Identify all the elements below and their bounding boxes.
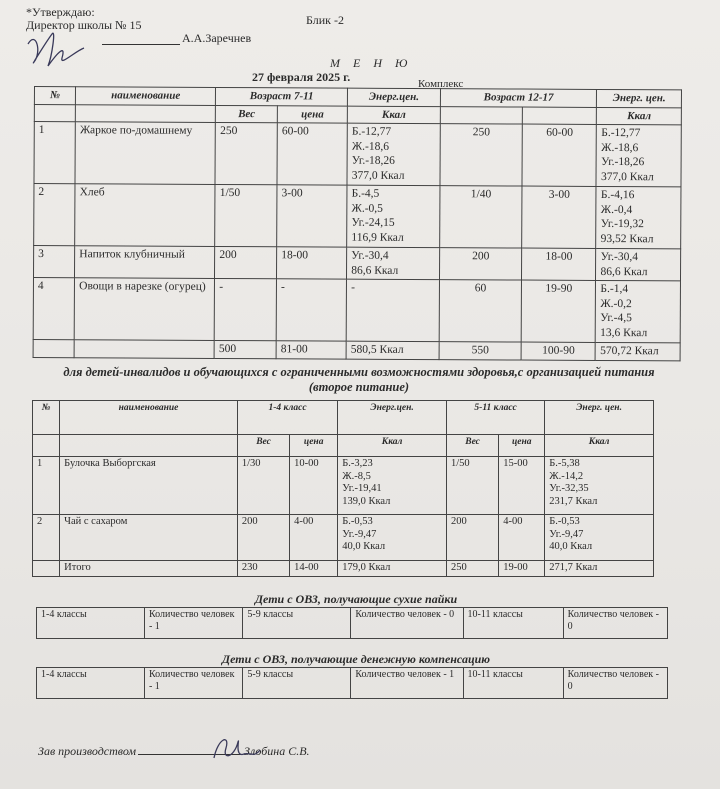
energy-cell: Б.-12,77 Ж.-18,6 Уг.-18,26 377,0 Ккал (347, 123, 440, 185)
people-count: Количество человек - 1 (351, 668, 463, 699)
second-meal-heading: для детей-инвалидов и обучающихся с ограниченными возможностями здоровья,с организацией питания (второе питание) (63, 365, 655, 394)
col-price1-header: цена (277, 105, 347, 123)
total-row (33, 561, 654, 577)
people-count: Количество человек - 1 (144, 608, 242, 639)
col-price2-header: цена (499, 435, 545, 457)
total-weight: 550 (439, 342, 521, 360)
approve-title: *Утверждаю: (26, 5, 95, 19)
footer-label: Зав производством (38, 744, 137, 758)
col-num-header: № (33, 401, 60, 435)
weight-cell: 250 (215, 122, 277, 184)
col-age1-header: Возраст 7-11 (216, 87, 348, 105)
col-kcal2-header: Ккал (545, 435, 654, 457)
class-group: 5-9 классы (243, 668, 351, 699)
price-cell: 18-00 (522, 248, 596, 280)
menu-title: М Е Н Ю (330, 56, 413, 70)
col-weight1-header: Вес (216, 105, 278, 123)
people-count: Количество человек - 0 (563, 668, 667, 699)
table-row (33, 515, 654, 561)
col-name-header: наименование (76, 87, 216, 105)
total-price: 19-00 (499, 561, 545, 577)
class-group: 1-4 классы (37, 608, 145, 639)
price-cell: - (276, 279, 346, 341)
row-num: 1 (33, 457, 60, 515)
col-num-header: № (34, 87, 75, 105)
people-count: Количество человек - 0 (351, 608, 463, 639)
table-row (33, 278, 680, 343)
energy-cell: Уг.-30,4 86,6 Ккал (347, 247, 440, 279)
footer-signature (38, 744, 310, 759)
main-menu-table (33, 86, 682, 361)
energy-cell: Б.-4,5 Ж.-0,5 Уг.-24,15 116,9 Ккал (347, 185, 440, 247)
complex-label: Комплекс (418, 78, 464, 90)
row-num: 2 (33, 515, 60, 561)
table-row (34, 122, 681, 187)
col-kcal2-header: Ккал (597, 107, 682, 125)
footer-name: Злобина С.В. (244, 744, 310, 758)
price-cell: 60-00 (522, 124, 596, 186)
total-price: 81-00 (276, 341, 346, 359)
dish-name: Жаркое по-домашнему (75, 122, 215, 185)
row-num: 1 (34, 122, 76, 184)
table-row (34, 184, 681, 249)
col-weight2-header: Вес (446, 435, 498, 457)
director-name: А.А.Заречнев (182, 31, 252, 45)
energy-cell: Б.-0,53 Уг.-9,47 40,0 Ккал (338, 515, 447, 561)
class-group: 10-11 классы (463, 608, 563, 639)
weight-cell: 1/50 (215, 184, 277, 246)
total-weight: 500 (214, 340, 276, 358)
row-num: 4 (33, 278, 75, 340)
col-weight1-header: Вес (237, 435, 289, 457)
total-weight: 250 (446, 561, 498, 577)
col-energy1-header: Энерг.цен. (338, 401, 447, 435)
energy-cell: Уг.-30,4 86,6 Ккал (596, 248, 681, 280)
price-cell: 3-00 (522, 186, 596, 248)
row-num: 2 (34, 184, 76, 246)
dish-name: Хлеб (75, 184, 215, 247)
total-energy: 179,0 Ккал (338, 561, 447, 577)
weight-cell: 60 (439, 280, 522, 342)
energy-cell: Б.-12,77 Ж.-18,6 Уг.-18,26 377,0 Ккал (596, 124, 681, 186)
menu-date: 27 февраля 2025 г. (252, 70, 351, 84)
weight-cell: 200 (237, 515, 289, 561)
weight-cell: 200 (439, 248, 522, 280)
total-weight: 230 (237, 561, 289, 577)
col-energy2-header: Энерг. цен. (545, 401, 654, 435)
energy-cell: Б.-1,4 Ж.-0,2 Уг.-4,5 13,6 Ккал (596, 280, 681, 342)
col-class2-header: 5-11 класс (446, 401, 544, 435)
energy-cell: Б.-5,38 Ж.-14,2 Уг.-32,35 231,7 Ккал (545, 457, 654, 515)
price-cell: 10-00 (290, 457, 338, 515)
price-cell: 4-00 (290, 515, 338, 561)
people-count: Количество человек - 0 (563, 608, 667, 639)
total-label: Итого (60, 561, 238, 577)
total-price: 14-00 (290, 561, 338, 577)
dry-rations-heading: Дети с ОВЗ, получающие сухие пайки (254, 592, 458, 606)
weight-cell: - (214, 278, 276, 340)
dish-name: Чай с сахаром (60, 515, 238, 561)
director-title: Директор школы № 15 (26, 18, 142, 32)
energy-cell: Б.-0,53 Уг.-9,47 40,0 Ккал (545, 515, 654, 561)
price-cell: 4-00 (499, 515, 545, 561)
col-price1-header: цена (290, 435, 338, 457)
col-name-header: наименование (60, 401, 238, 435)
col-kcal1-header: Ккал (338, 435, 447, 457)
dry-rations-table (36, 607, 668, 639)
total-energy: 271,7 Ккал (545, 561, 654, 577)
row-num: 3 (33, 246, 74, 278)
col-class1-header: 1-4 класс (237, 401, 337, 435)
weight-cell: 200 (215, 246, 277, 278)
price-cell: 18-00 (277, 247, 347, 279)
money-comp-table (36, 667, 668, 699)
dish-name: Напиток клубничный (75, 246, 215, 279)
energy-cell: Б.-3,23 Ж.-8,5 Уг.-19,41 139,0 Ккал (338, 457, 447, 515)
price-cell: 3-00 (277, 185, 347, 247)
col-energy1-header: Энерг.цен. (348, 88, 441, 106)
weight-cell: 1/30 (237, 457, 289, 515)
weight-cell: 250 (440, 124, 523, 186)
weight-cell: 1/40 (440, 186, 523, 248)
energy-cell: - (346, 279, 439, 341)
total-energy: 570,72 Ккал (596, 342, 681, 360)
class-group: 5-9 классы (243, 608, 351, 639)
table-row (33, 457, 654, 515)
price-cell: 19-90 (521, 280, 595, 342)
class-group: 10-11 классы (463, 668, 563, 699)
signature-line (102, 44, 180, 45)
col-energy2-header: Энерг. цен. (597, 89, 682, 107)
dish-name: Булочка Выборгская (60, 457, 238, 515)
price-cell: 15-00 (499, 457, 545, 515)
money-comp-heading: Дети с ОВЗ, получающие денежную компенсацию (221, 652, 491, 666)
director-signature (22, 22, 92, 74)
total-energy: 580,5 Ккал (346, 341, 439, 359)
energy-cell: Б.-4,16 Ж.-0,4 Уг.-19,32 93,52 Ккал (596, 186, 681, 248)
total-price: 100-90 (521, 342, 595, 360)
col-age2-header: Возраст 12-17 (440, 89, 597, 107)
people-count: Количество человек - 1 (144, 668, 242, 699)
second-meal-table (32, 400, 654, 577)
blank-label: Блик -2 (306, 13, 344, 27)
production-signature (204, 728, 264, 768)
weight-cell: 200 (446, 515, 498, 561)
table-row (33, 246, 680, 281)
price-cell: 60-00 (277, 123, 347, 185)
total-row (33, 339, 680, 360)
col-kcal1-header: Ккал (347, 106, 440, 124)
dish-name: Овощи в нарезке (огурец) (74, 278, 214, 341)
class-group: 1-4 классы (37, 668, 145, 699)
weight-cell: 1/50 (446, 457, 498, 515)
